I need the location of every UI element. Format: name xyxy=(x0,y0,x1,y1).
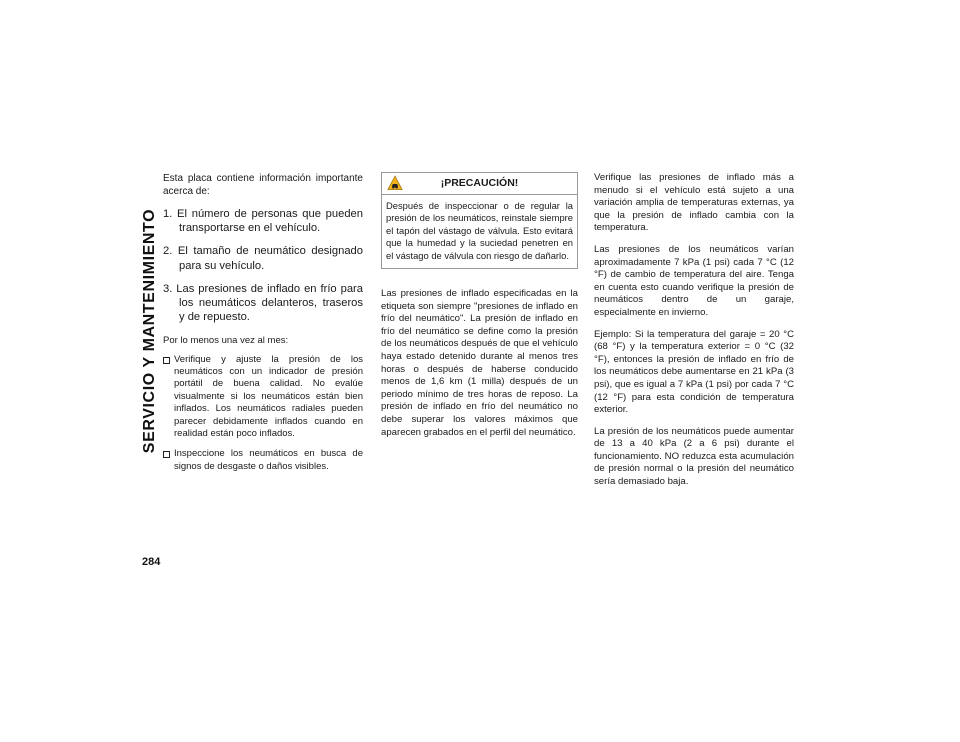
placard-info-list xyxy=(163,207,363,324)
list-item-text: Verifique y ajuste la presión de los neumáticos con un indicador de presión portátil de buena calidad. No evalúe visualmente si los neumáticos están bien inflados. Los neumáticos radiales pueden parecer debidamente inflados cuando en realidad están poco inflados. xyxy=(174,353,363,440)
list-item xyxy=(163,354,363,441)
monthly-checklist xyxy=(163,354,363,474)
cold-pressure-paragraph: Las presiones de inflado especificadas en la etiqueta son siempre "presiones de inflado en frío del neumático". La presión de inflado en frío del neumático se define como la presión de los neumáticos después de que el vehículo haya estado detenido durante al menos tres horas o después de haberse conducido menos de 1,6 km (1 milla) después de un periodo mínimo de tres horas de reposo. La presión de inflado en frío del neumático no debe superar los valores máximos que aparecen grabados en el perfil del neumático. xyxy=(381,288,578,438)
monthly-heading: Por lo menos una vez al mes: xyxy=(163,335,289,347)
warning-car-icon xyxy=(387,175,403,191)
paragraph: Ejemplo: Si la temperatura del garaje = 20 °C (68 °F) y la temperatura exterior = 0 °C (32 °F), entonces la presión de inflado en frío de los neumáticos debe aumentarse en 21 kPa (3 psi), que es igual a 7 kPa (1 psi) por cada 7 °C (12 °F) para esta condición de temperatura exterior. xyxy=(594,328,794,416)
square-bullet-icon xyxy=(163,357,170,364)
list-item: 2. El tamaño de neumático designado para su vehículo. xyxy=(163,245,363,272)
list-item-text: Inspeccione los neumáticos en busca de signos de desgaste o daños visibles. xyxy=(174,448,363,472)
column-middle xyxy=(381,172,578,447)
square-bullet-icon xyxy=(163,451,170,458)
column-left xyxy=(163,172,363,481)
list-item xyxy=(163,448,363,473)
caution-header xyxy=(382,173,577,195)
page-number: 284 xyxy=(142,556,161,568)
list-item: 1. El número de personas que pueden transportarse en el vehículo. xyxy=(163,208,363,235)
caution-box xyxy=(381,172,578,269)
paragraph: La presión de los neumáticos puede aumentar de 13 a 40 kPa (2 a 6 psi) durante el funcionamiento. NO reduzca esta acumulación de presión normal o la presión del neumático sería demasiado baja. xyxy=(594,425,794,488)
paragraph: Las presiones de los neumáticos varían aproximadamente 7 kPa (1 psi) cada 7 °C (12 °F) de cambio de temperatura del aire. Tenga en cuenta esto cuando verifique la presión de neumáticos dentro de un garaje, especialmente en invierno. xyxy=(594,243,794,318)
list-item: 3. Las presiones de inflado en frío para los neumáticos delanteros, traseros y de repuesto. xyxy=(163,282,363,324)
column-right xyxy=(594,172,794,498)
paragraph: Verifique las presiones de inflado más a menudo si el vehículo está sujeto a una variación amplia de temperaturas externas, ya que la presión de inflado cambia con la temperatura. xyxy=(594,172,794,234)
caution-title: ¡PRECAUCIÓN! xyxy=(440,176,519,189)
section-title-vertical xyxy=(137,162,163,500)
intro-paragraph: Esta placa contiene información importante acerca de: xyxy=(163,173,363,197)
caution-text: Después de inspeccionar o de regular la presión de los neumáticos, reinstale siempre el tapón del vástago de válvula. Esto evitará que la humedad y la suciedad penetren en el vástago de válvula con riesgo de dañarlo. xyxy=(386,200,573,261)
section-title-text: SERVICIO Y MANTENIMIENTO xyxy=(141,208,158,454)
